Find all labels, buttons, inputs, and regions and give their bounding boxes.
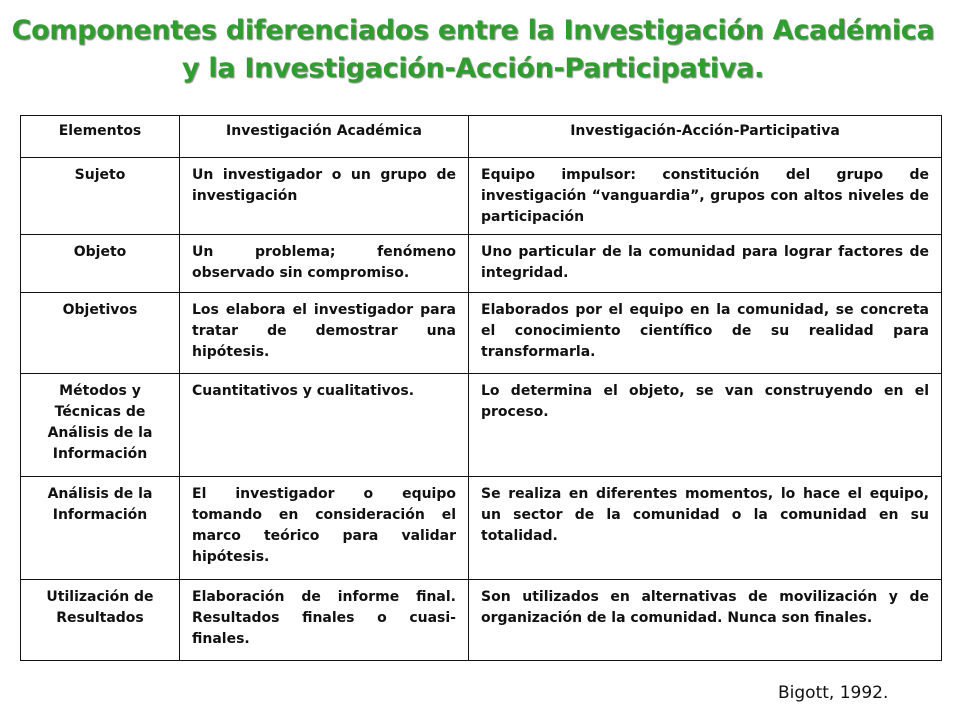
cell-elemento: Objetivos — [21, 293, 180, 374]
comparison-table — [20, 115, 942, 661]
cell-iap: Se realiza en diferentes momentos, lo hace el equipo, un sector de la comunidad o la comunidad en su totalidad. — [469, 477, 942, 580]
cell-academica: Cuantitativos y cualitativos. — [180, 374, 469, 477]
table-row — [21, 235, 942, 293]
header-investigacion-academica: Investigación Académica — [180, 116, 469, 158]
slide-title-line-1: Componentes diferenciados entre la Investigación Académica — [11, 15, 935, 46]
cell-iap: Son utilizados en alternativas de movilización y de organización de la comunidad. Nunca son finales. — [469, 580, 942, 661]
cell-academica: El investigador o equipo tomando en consideración el marco teórico para validar hipótesis. — [180, 477, 469, 580]
table-row — [21, 477, 942, 580]
header-iap: Investigación-Acción-Participativa — [469, 116, 942, 158]
cell-academica: Un investigador o un grupo de investigación — [180, 158, 469, 235]
table-header-row — [21, 116, 942, 158]
cell-elemento: Sujeto — [21, 158, 180, 235]
cell-elemento: Análisis de la Información — [21, 477, 180, 580]
cell-iap: Equipo impulsor: constitución del grupo de investigación “vanguardia”, grupos con altos niveles de participación — [469, 158, 942, 235]
source-citation: Bigott, 1992. — [778, 683, 889, 703]
cell-elemento: Métodos y Técnicas de Análisis de la Información — [21, 374, 180, 477]
table-row — [21, 293, 942, 374]
cell-iap: Uno particular de la comunidad para lograr factores de integridad. — [469, 235, 942, 293]
slide-title-line-2: y la Investigación-Acción-Participativa. — [181, 53, 764, 84]
cell-academica: Un problema; fenómeno observado sin compromiso. — [180, 235, 469, 293]
table-row — [21, 374, 942, 477]
header-elementos: Elementos — [21, 116, 180, 158]
cell-iap: Lo determina el objeto, se van construyendo en el proceso. — [469, 374, 942, 477]
slide-title — [0, 12, 946, 88]
table-row — [21, 158, 942, 235]
cell-elemento: Utilización de Resultados — [21, 580, 180, 661]
cell-iap: Elaborados por el equipo en la comunidad, se concreta el conocimiento científico de su realidad para transformarla. — [469, 293, 942, 374]
cell-elemento: Objeto — [21, 235, 180, 293]
table-row — [21, 580, 942, 661]
cell-academica: Elaboración de informe final. Resultados finales o cuasi-finales. — [180, 580, 469, 661]
cell-academica: Los elabora el investigador para tratar de demostrar una hipótesis. — [180, 293, 469, 374]
